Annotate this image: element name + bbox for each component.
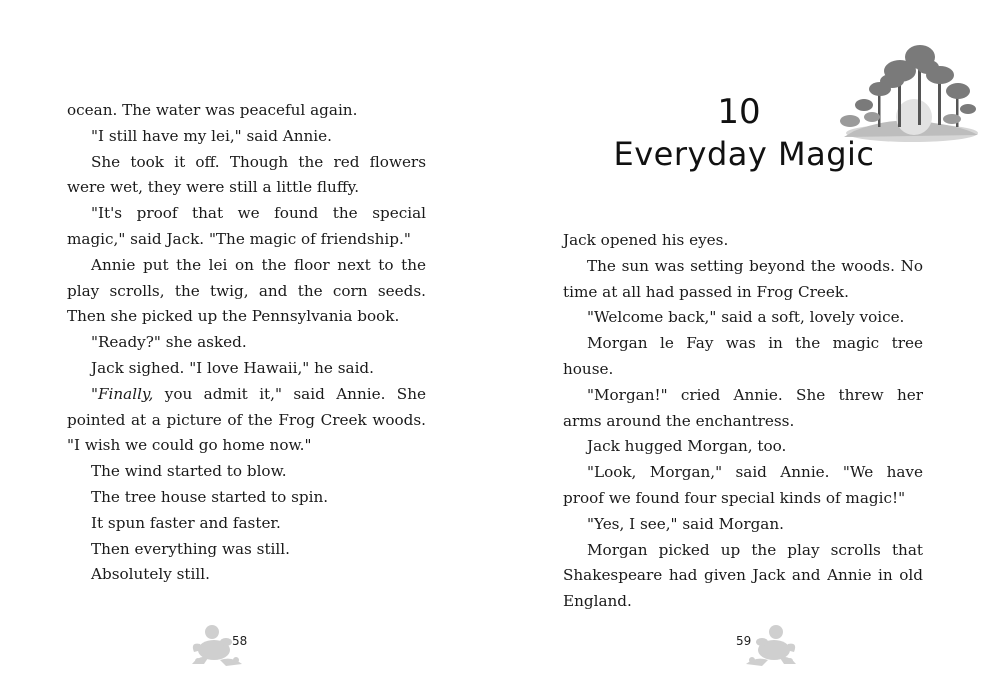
frog-icon xyxy=(742,620,802,668)
page-footer xyxy=(724,620,804,670)
page-number: 59 xyxy=(736,634,752,648)
paragraph: The wind started to blow. xyxy=(91,462,287,481)
paragraph: "I still have my lei," said Annie. xyxy=(91,126,332,145)
paragraph: She took it off. Though the red flowers were wet, they were still a little fluffy. xyxy=(67,152,426,197)
paragraph: Morgan le Fay was in the magic tree house. xyxy=(563,334,923,378)
chapter-number: 10 xyxy=(717,92,761,132)
right-page xyxy=(494,0,987,684)
paragraph: "Morgan!" cried Annie. She threw her arms around the enchantress. xyxy=(563,385,923,430)
paragraph: ocean. The water was peaceful again. xyxy=(67,101,358,119)
paragraph: Morgan picked up the play scrolls that Shakespeare had given Jack and Annie in old England. xyxy=(563,540,923,611)
trees-icon xyxy=(834,35,979,145)
paragraph xyxy=(67,382,426,459)
paragraph: Jack sighed. "I love Hawaii," he said. xyxy=(91,358,374,377)
left-page-text xyxy=(67,98,426,588)
page-number: 58 xyxy=(232,634,248,648)
paragraph: The tree house started to spin. xyxy=(91,487,329,506)
paragraph: Then everything was still. xyxy=(91,539,290,558)
paragraph: Jack hugged Morgan, too. xyxy=(587,437,787,456)
italic-word: "Finally, xyxy=(91,384,154,403)
page-footer xyxy=(186,620,266,670)
paragraph: Annie put the lei on the floor next to the play scrolls, the twig, and the corn seeds. Then she picked up the Pennsylvania book. xyxy=(67,255,426,326)
paragraph: "Welcome back," said a soft, lovely voice. xyxy=(587,308,905,327)
paragraph: "Yes, I see," said Morgan. xyxy=(587,514,784,533)
paragraph: Jack opened his eyes. xyxy=(563,231,729,249)
left-page xyxy=(0,0,493,684)
chapter-title: Everyday Magic xyxy=(613,135,875,173)
paragraph: The sun was setting beyond the woods. No time at all had passed in Frog Creek. xyxy=(563,256,923,301)
paragraph-text: you admit it," said Annie. She pointed at a picture of the Frog Creek woods. "I wish we could go home now." xyxy=(67,384,426,455)
right-page-text xyxy=(563,228,923,615)
paragraph: It spun faster and faster. xyxy=(91,513,281,532)
paragraph: "Ready?" she asked. xyxy=(91,333,247,352)
paragraph: "Look, Morgan," said Annie. "We have proof we found four special kinds of magic!" xyxy=(563,463,923,507)
paragraph: "It's proof that we found the special magic," said Jack. "The magic of friendship." xyxy=(67,204,426,248)
paragraph: Absolutely still. xyxy=(91,565,210,584)
